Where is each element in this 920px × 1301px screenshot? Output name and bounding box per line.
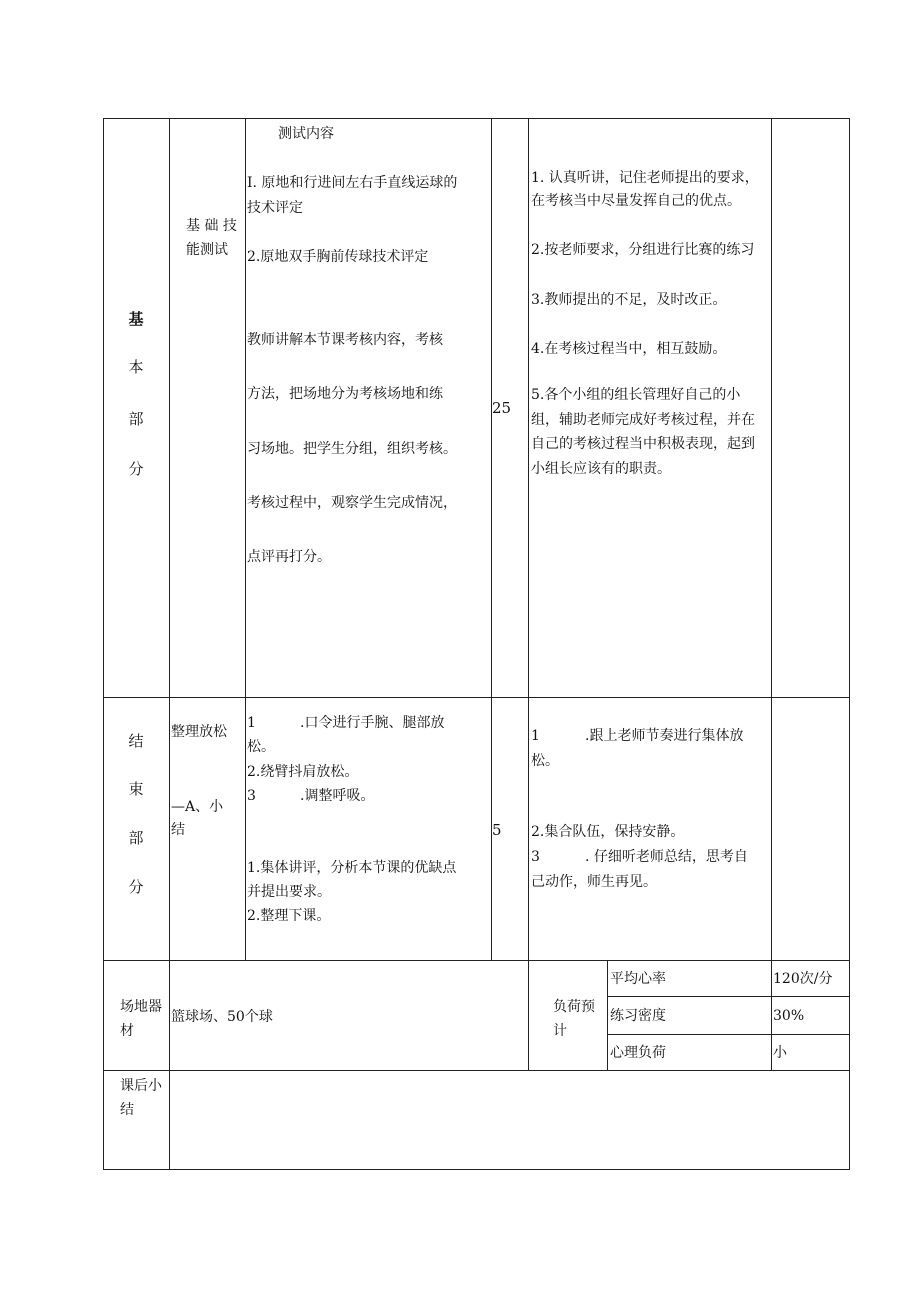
basic-item1-line-1: I. 原地和行进间左右手直线运球的 xyxy=(247,175,458,191)
ending-summary-line-2: 并提出要求。 xyxy=(247,884,331,900)
table-bottom-border xyxy=(103,1169,850,1170)
ending-content-3-text: .调整呼吸。 xyxy=(300,788,375,804)
ending-summary-line-1: 1.集体讲评，分析本节课的优缺点 xyxy=(247,860,457,876)
col-divider-1 xyxy=(169,118,170,1170)
basic-name-line-2: 能测试 xyxy=(186,242,228,258)
row-divider-ending-end xyxy=(103,960,850,961)
load-row-divider-2 xyxy=(607,1034,850,1035)
section-ending-char-4: 分 xyxy=(128,878,144,896)
ending-student-3-text: . 仔细听老师总结，思考自 xyxy=(585,849,748,865)
basic-teacher-line-2: 方法，把场地分为考核场地和练 xyxy=(247,386,443,402)
ending-name-relax: 整理放松 xyxy=(171,724,227,740)
ending-time: 5 xyxy=(492,821,502,839)
after-summary-label-line-1: 课后小 xyxy=(120,1078,162,1094)
table-right-border xyxy=(849,118,850,1170)
ending-student-1-cont: 松。 xyxy=(531,753,559,769)
section-ending-char-2: 束 xyxy=(128,780,144,798)
equipment-label-line-1: 场地器 xyxy=(120,999,162,1015)
load-psych-label: 心理负荷 xyxy=(610,1045,666,1061)
equipment-value: 篮球场、50个球 xyxy=(171,1009,273,1025)
ending-student-1-num: 1 xyxy=(531,728,540,744)
col-divider-5 xyxy=(771,118,772,1071)
ending-student-3-num: 3 xyxy=(531,849,540,865)
basic-teacher-line-1: 教师讲解本节课考核内容，考核 xyxy=(247,332,443,348)
section-basic-char-3: 部 xyxy=(128,410,144,428)
basic-item2: 2.原地双手胸前传球技术评定 xyxy=(247,249,429,265)
basic-item1-line-2: 技术评定 xyxy=(247,200,303,216)
equipment-label-line-2: 材 xyxy=(120,1023,134,1039)
basic-content-heading: 测试内容 xyxy=(278,126,334,142)
load-row-divider-1 xyxy=(607,996,850,997)
section-basic-char-2: 本 xyxy=(128,358,144,376)
load-psych-value: 小 xyxy=(773,1045,787,1061)
after-summary-content xyxy=(170,1071,849,1169)
ending-content-3-num: 3 xyxy=(247,788,256,804)
basic-student-2: 2.按老师要求，分组进行比赛的练习 xyxy=(531,242,755,258)
row-divider-basic-end xyxy=(103,697,850,698)
basic-teacher-line-3: 习场地。把学生分组，组织考核。 xyxy=(247,441,457,457)
basic-name-line-1: 基 础 技 xyxy=(186,218,237,234)
ending-content-1-cont: 松。 xyxy=(247,739,275,755)
ending-content-2: 2.绕臂抖肩放松。 xyxy=(247,764,359,780)
ending-content-1-num: 1 xyxy=(247,715,256,731)
ending-name-summary-line-1: —A、小 xyxy=(171,799,224,815)
load-label-line-2: 计 xyxy=(553,1023,567,1039)
ending-student-2: 2.集合队伍，保持安静。 xyxy=(531,824,685,840)
ending-student-3-cont: 己动作，师生再见。 xyxy=(531,874,657,890)
section-basic-char-1: 基 xyxy=(128,310,144,328)
section-basic-char-4: 分 xyxy=(128,460,144,478)
col-divider-4 xyxy=(528,118,529,1071)
ending-content-1-text: .口令进行手腕、腿部放 xyxy=(300,715,445,731)
col-divider-2 xyxy=(245,118,246,961)
ending-student-1-text: .跟上老师节奏进行集体放 xyxy=(585,728,744,744)
load-density-label: 练习密度 xyxy=(610,1008,666,1024)
basic-student-5-line-3: 自己的考核过程当中积极表现，起到 xyxy=(531,436,755,452)
basic-student-4: 4.在考核过程当中，相互鼓励。 xyxy=(531,341,727,357)
ending-summary-line-3: 2.整理下课。 xyxy=(247,908,331,924)
after-summary-label-line-2: 结 xyxy=(120,1102,134,1118)
basic-student-3: 3.教师提出的不足，及时改正。 xyxy=(531,292,727,308)
basic-time: 25 xyxy=(492,399,512,417)
table-left-border xyxy=(103,118,104,1170)
load-heart-rate-label: 平均心率 xyxy=(610,971,666,987)
section-ending-char-1: 结 xyxy=(128,732,144,750)
basic-student-1-line-1: 1. 认真听讲，记住老师提出的要求， xyxy=(531,170,759,186)
section-ending-char-3: 部 xyxy=(128,829,144,847)
basic-student-5-line-1: 5.各个小组的组长管理好自己的小 xyxy=(531,387,741,403)
basic-teacher-line-5: 点评再打分。 xyxy=(247,549,331,565)
basic-student-5-line-4: 小组长应该有的职责。 xyxy=(531,461,671,477)
basic-student-5-line-2: 组，辅助老师完成好考核过程，并在 xyxy=(531,412,755,428)
load-heart-rate-value: 120次/分 xyxy=(773,971,833,987)
load-density-value: 30% xyxy=(773,1008,805,1024)
load-label-line-1: 负荷预 xyxy=(553,999,595,1015)
col-divider-load xyxy=(607,960,608,1071)
basic-student-1-line-2: 在考核当中尽量发挥自己的优点。 xyxy=(531,193,741,209)
basic-teacher-line-4: 考核过程中，观察学生完成情况， xyxy=(247,495,457,511)
table-top-border xyxy=(103,118,850,119)
ending-name-summary-line-2: 结 xyxy=(171,822,185,838)
